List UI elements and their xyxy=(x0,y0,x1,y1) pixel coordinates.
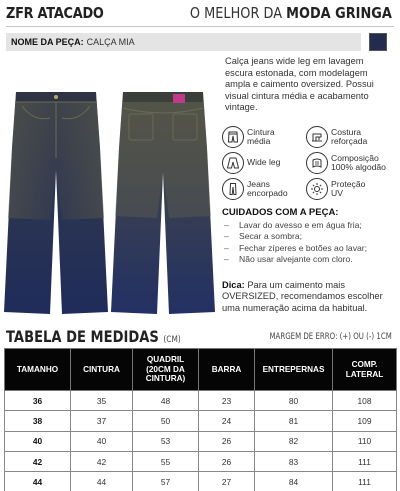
care-item: – Não usar alvejante com cloro. xyxy=(222,254,398,265)
care-item: – Lavar do avesso e em água fria; xyxy=(222,220,398,231)
header-waist: CINTURA xyxy=(71,349,133,391)
feature-uv xyxy=(306,178,365,200)
care-item: – Secar a sombra; xyxy=(222,231,398,242)
cell: 109 xyxy=(333,411,397,431)
cell: 24 xyxy=(199,411,255,431)
table-row xyxy=(5,391,397,411)
table-row xyxy=(5,411,397,431)
cell: 23 xyxy=(199,391,255,411)
cell-size: 38 xyxy=(5,411,71,431)
header-side-length: COMP. LATERAL xyxy=(333,349,397,391)
size-table-unit: (CM) xyxy=(163,335,181,345)
cell-size: 40 xyxy=(5,431,71,451)
cell: 111 xyxy=(333,451,397,471)
slogan-bold: MODA GRINGA xyxy=(286,4,392,22)
product-name-value: CALÇA MIA xyxy=(86,37,135,47)
cell: 111 xyxy=(333,472,397,491)
care-list xyxy=(222,220,398,266)
jeans-front-photo xyxy=(4,88,109,316)
cell: 110 xyxy=(333,431,397,451)
cell: 26 xyxy=(199,451,255,471)
cell-size: 42 xyxy=(5,451,71,471)
feature-denim xyxy=(222,178,288,200)
margin-of-error-note: MARGEM DE ERRO: (+) OU (-) 1CM xyxy=(269,332,392,342)
cell: 27 xyxy=(199,472,255,491)
cell: 55 xyxy=(133,451,199,471)
product-name-bar xyxy=(6,33,361,51)
waist-icon xyxy=(222,126,244,148)
feature-seam xyxy=(306,126,367,148)
feature-wide-leg xyxy=(222,152,280,174)
table-row xyxy=(5,451,397,471)
cell: 83 xyxy=(255,451,333,471)
uv-protection-icon xyxy=(306,178,328,200)
cell: 108 xyxy=(333,391,397,411)
header-inseam: ENTREPERNAS xyxy=(255,349,333,391)
color-swatch xyxy=(369,33,387,51)
feature-wide-leg-text: Wide leg xyxy=(247,157,281,168)
cell: 37 xyxy=(71,411,133,431)
cell: 50 xyxy=(133,411,199,431)
feature-denim-text: Jeans encorpado xyxy=(247,178,288,198)
feature-composition xyxy=(306,152,386,174)
header-size: TAMANHO xyxy=(5,349,71,391)
brand-title: ZFR ATACADO xyxy=(6,4,104,22)
fit-tip-label: Dica: xyxy=(222,280,245,290)
cell: 48 xyxy=(133,391,199,411)
feature-waist-text: Cintura média xyxy=(247,126,275,146)
header-hem: BARRA xyxy=(199,349,255,391)
product-description: Calça jeans wide leg em lavagem escura estonada, com modelagem ampla e caimento oversized. Possui visual cintura média e acabamento vintage. xyxy=(225,56,374,113)
feature-waist xyxy=(222,126,275,148)
header-hip: QUADRIL (20CM DA CINTURA) xyxy=(133,349,199,391)
cell: 53 xyxy=(133,431,199,451)
slogan xyxy=(190,4,392,22)
table-row xyxy=(5,472,397,491)
feature-seam-text: Costura reforçada xyxy=(331,126,368,146)
cell-size: 36 xyxy=(5,391,71,411)
product-photos xyxy=(4,88,216,316)
cell: 84 xyxy=(255,472,333,491)
cell: 42 xyxy=(71,451,133,471)
cell: 81 xyxy=(255,411,333,431)
fabric-composition-icon xyxy=(306,152,328,174)
fit-pants-icon xyxy=(222,178,244,200)
size-table-header-row xyxy=(5,349,397,391)
cell: 35 xyxy=(71,391,133,411)
product-name-label: NOME DA PEÇA: xyxy=(11,37,84,47)
care-title: CUIDADOS COM A PEÇA: xyxy=(222,207,339,218)
cell: 57 xyxy=(133,472,199,491)
table-row xyxy=(5,431,397,451)
cell: 40 xyxy=(71,431,133,451)
cell: 80 xyxy=(255,391,333,411)
wide-leg-icon xyxy=(222,152,244,174)
fit-tip xyxy=(222,280,394,314)
jeans-back-photo xyxy=(111,88,216,316)
feature-uv-text: Proteção UV xyxy=(331,178,366,198)
sewing-machine-icon xyxy=(306,126,328,148)
fit-tip-text: Para um caimento mais OVERSIZED, recomendamos escolher uma numeração acima da habitual. xyxy=(222,280,383,313)
size-table-title: TABELA DE MEDIDAS (CM) xyxy=(6,327,181,346)
feature-composition-text: Composição 100% algodão xyxy=(331,152,386,172)
size-table xyxy=(4,348,397,491)
slogan-regular: O MELHOR DA xyxy=(190,4,287,22)
cell: 44 xyxy=(71,472,133,491)
care-item: – Fechar zíperes e botões ao lavar; xyxy=(222,243,398,254)
header-divider xyxy=(6,26,394,27)
cell-size: 44 xyxy=(5,472,71,491)
cell: 26 xyxy=(199,431,255,451)
cell: 82 xyxy=(255,431,333,451)
